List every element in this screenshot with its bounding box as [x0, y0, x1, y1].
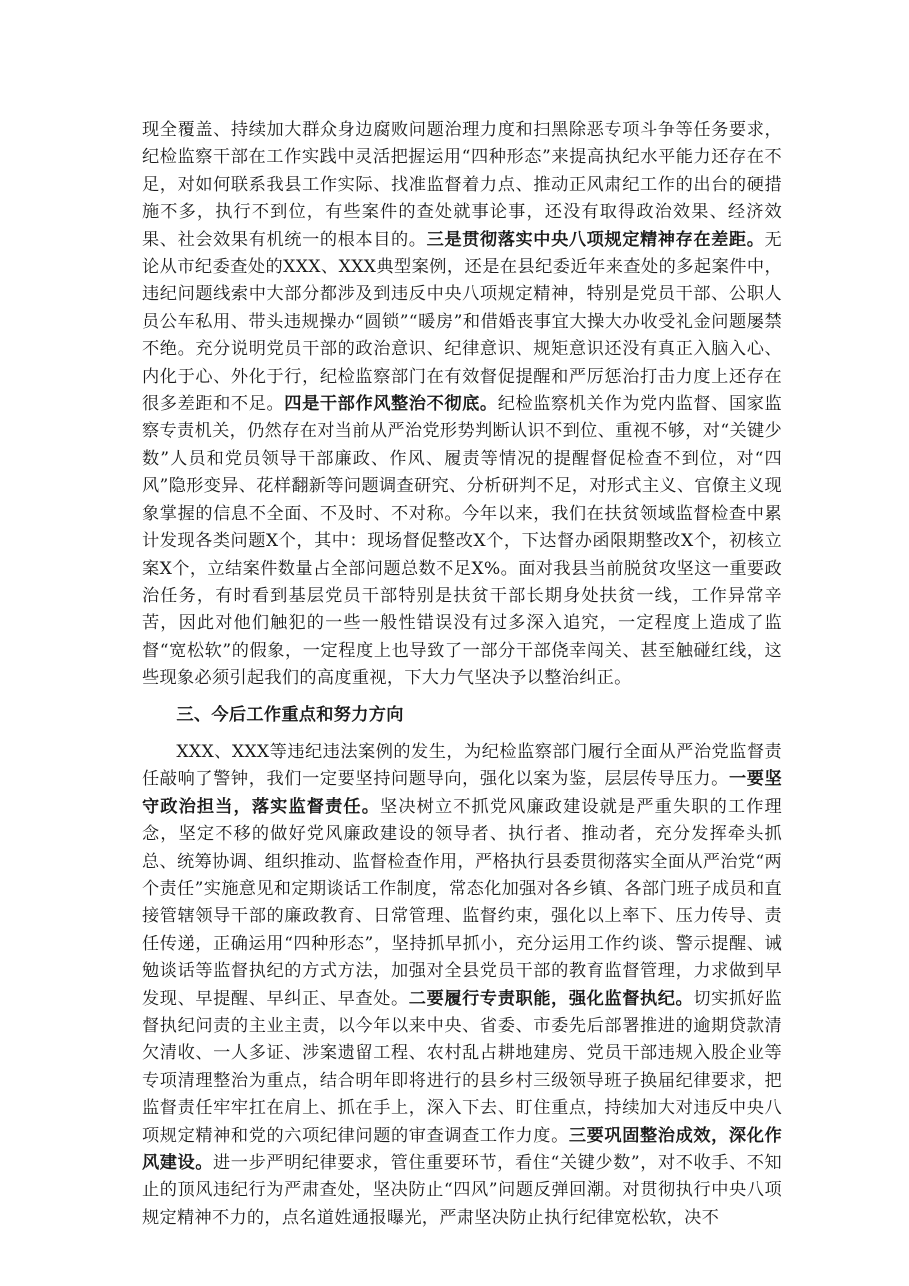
paragraph-text: XXX、XXX等违纪违法案例的发生，为纪检监察部门履行全面从严治党监督责任敲响了警钟，我们一定要坚持问题导向，强化以案为鉴，层层传导压力。 [142, 741, 782, 790]
paragraph-text: 切实抓好监督执纪问责的主业主责，以今年以来中央、省委、市委先后部署推进的逾期贷款清欠清收、一人多证、涉案遗留工程、农村乱占耕地建房、党员干部违规入股企业等专项清理整治为重点，结合明年即将进行的县乡村三级领导班子换届纪律要求，把监督责任牢牢扛在肩上、抓在手上，深入下去、盯住重点，持续加大对违反中央八项规定精神和党的六项纪律问题的审查调查工作力度。 [142, 988, 782, 1146]
body-paragraph [142, 739, 782, 1232]
bold-point-three-b: 三要巩固整治成效，深化作风建设。 [142, 1125, 782, 1174]
paragraph-text: 无论从市纪委查处的XXX、XXX典型案例，还是在县纪委近年来查处的多起案件中，违纪问题线索中大部分都涉及到违反中央八项规定精神，特别是党员干部、公职人员公车私用、带头违规操办“圆锁”“暖房”和借婚丧事宜大操大办收受礼金问题屡禁不绝。充分说明党员干部的政治意识、纪律意识、规矩意识还没有真正入脑入心、内化于心、外化于行，纪检监察部门在有效督促提醒和严厉惩治打击力度上还存在很多差距和不足。 [142, 229, 782, 415]
paragraph-text: 进一步严明纪律要求，管住重要环节，看住“关键少数”，对不收手、不知止的顶风违纪行为严肃查处，坚决防止“四风”问题反弹回潮。对贯彻执行中央八项规定精神不力的，点名道姓通报曝光，严肃坚决防止执行纪律宽松软，决不 [142, 1153, 783, 1228]
bold-point-one: 一要坚守政治担当，落实监督责任。 [142, 769, 782, 817]
document-page [142, 117, 782, 1232]
bold-point-three: 三是贯彻落实中央八项规定精神存在差距。 [426, 229, 765, 250]
bold-point-four: 四是干部作风整治不彻底。 [284, 394, 498, 415]
bold-point-two: 二要履行专责职能，强化监督执纪。 [408, 988, 694, 1009]
paragraph-text: 纪检监察机关作为党内监督、国家监察专责机关，仍然存在对当前从严治党形势判断认识不到位、重视不够，对“关键少数”人员和党员领导干部廉政、作风、履责等情况的提醒督促检查不到位，对“四风”隐形变异、花样翻新等问题调查研究、分析研判不足，对形式主义、官僚主义现象掌握的信息不全面、不及时、不对称。今年以来，我们在扶贫领域监督检查中累计发现各类问题X个，其中：现场督促整改X个，下达督办函限期整改X个，初核立案X个，立结案件数量占全部问题总数不足X%。面对我县当前脱贫攻坚这一重要政治任务，有时看到基层党员干部特别是扶贫干部长期身处扶贫一线，工作异常辛苦，因此对他们触犯的一些一般性错误没有过多深入追究，一定程度上造成了监督“宽松软”的假象，一定程度上也导致了一部分干部侥幸闯关、甚至触碰红线，这些现象必须引起我们的高度重视，下大力气坚决予以整治纠正。 [142, 394, 783, 689]
section-heading: 三、今后工作重点和努力方向 [176, 704, 404, 725]
paragraph-text: 坚决树立不抓党风廉政建设就是严重失职的工作理念，坚定不移的做好党风廉政建设的领导者、执行者、推动者，充分发挥牵头抓总、统筹协调、组织推动、监督检查作用，严格执行县委贯彻落实全面从严治党“两个责任”实施意见和定期谈话工作制度，常态化加强对各乡镇、各部门班子成员和直接管辖领导干部的廉政教育、日常管理、监督约束，强化以上率下、压力传导、责任传递，正确运用“四种形态”，坚持抓早抓小，充分运用工作约谈、警示提醒、诫勉谈话等监督执纪的方式方法，加强对全县党员干部的教育监督管理，力求做到早发现、早提醒、早纠正、早查处。 [142, 796, 782, 1009]
body-paragraph-continued [142, 117, 782, 693]
paragraph-text: 现全覆盖、持续加大群众身边腐败问题治理力度和扫黑除恶专项斗争等任务要求，纪检监察干部在工作实践中灵活把握运用“四种形态”来提高执纪水平能力还存在不足，对如何联系我县工作实际、找准监督着力点、推动正风肃纪工作的出台的硬措施不多，执行不到位，有些案件的查处就事论事，还没有取得政治效果、经济效果、社会效果有机统一的根本目的。 [142, 120, 782, 250]
